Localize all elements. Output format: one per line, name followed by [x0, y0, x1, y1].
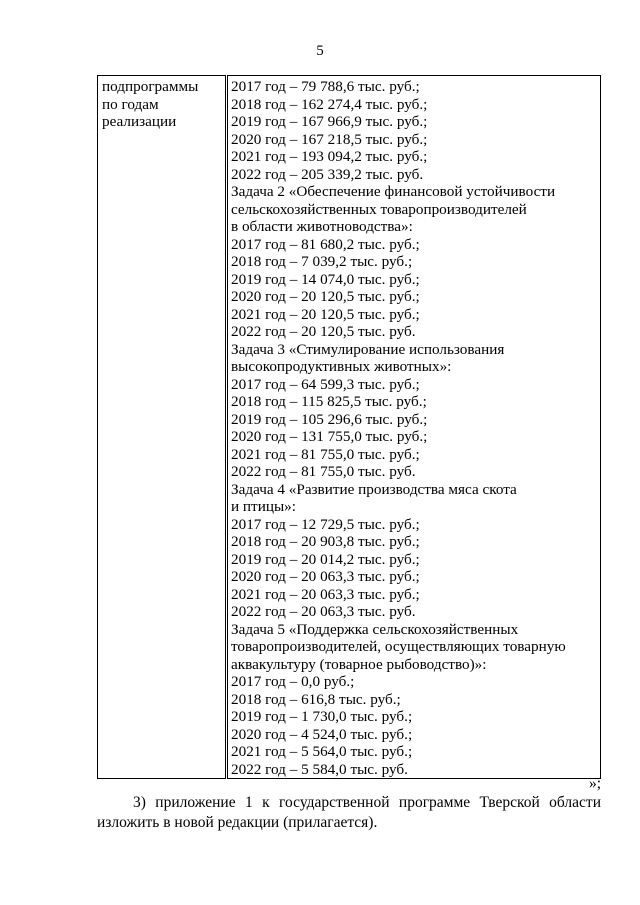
text-line: 2019 год – 105 296,6 тыс. руб.;: [231, 410, 428, 428]
paragraph-3: 3) приложение 1 к государственной программе Тверской области изложить в новой редакции (прилагается).: [97, 794, 601, 831]
closing-quote: »;: [588, 775, 601, 792]
text-line: Задача 5 «Поддержка сельскохозяйственных: [231, 620, 519, 638]
text-line: 2020 год – 167 218,5 тыс. руб.;: [231, 130, 428, 148]
text-line: 2017 год – 12 729,5 тыс. руб.;: [231, 515, 420, 533]
funding-table: [97, 75, 601, 779]
left-cell: [98, 76, 227, 779]
text-line: 2017 год – 0,0 руб.;: [231, 673, 355, 690]
text-line: 2018 год – 616,8 тыс. руб.;: [231, 690, 401, 708]
text-line: 2018 год – 162 274,4 тыс. руб.;: [231, 95, 428, 113]
text-line: сельскохозяйственных товаропроизводителей: [231, 200, 527, 218]
text-line: 2021 год – 193 094,2 тыс. руб.;: [231, 148, 428, 165]
table-row: [98, 76, 601, 779]
text-line: 2020 год – 4 524,0 тыс. руб.;: [231, 725, 413, 743]
text-line: 2022 год – 20 120,5 тыс. руб.: [231, 323, 416, 340]
text-line: Задача 2 «Обеспечение финансовой устойчивости: [231, 183, 556, 200]
text-line: 2020 год – 20 063,3 тыс. руб.;: [231, 568, 420, 585]
text-line: подпрограммы: [102, 78, 199, 95]
text-line: 2022 год – 5 584,0 тыс. руб.: [231, 760, 408, 778]
text-line: 2019 год – 20 014,2 тыс. руб.;: [231, 550, 420, 568]
text-line: и птицы»:: [231, 498, 296, 515]
text-line: 2018 год – 20 903,8 тыс. руб.;: [231, 533, 420, 550]
text-line: по годам: [102, 95, 159, 113]
text-line: 2022 год – 20 063,3 тыс. руб.: [231, 603, 416, 620]
text-line: в области животноводства»:: [231, 218, 413, 235]
text-line: Задача 4 «Развитие производства мяса скота: [231, 480, 517, 498]
text-line: 2019 год – 14 074,0 тыс. руб.;: [231, 270, 420, 288]
text-line: 2022 год – 205 339,2 тыс. руб.: [231, 165, 424, 183]
text-line: 2020 год – 131 755,0 тыс. руб.;: [231, 428, 428, 445]
text-line: 2018 год – 115 825,5 тыс. руб.;: [231, 393, 427, 410]
text-line: высокопродуктивных животных»:: [231, 358, 452, 375]
text-line: Задача 3 «Стимулирование использования: [231, 340, 505, 358]
text-line: 2019 год – 167 966,9 тыс. руб.;: [231, 113, 428, 130]
text-line: 2020 год – 20 120,5 тыс. руб.;: [231, 288, 420, 305]
text-line: реализации: [102, 113, 177, 130]
text-line: 2021 год – 81 755,0 тыс. руб.;: [231, 445, 420, 463]
text-line: 2017 год – 81 680,2 тыс. руб.;: [231, 235, 420, 253]
text-line: 2021 год – 20 120,5 тыс. руб.;: [231, 305, 420, 323]
right-cell: [227, 76, 601, 779]
text-line: 2021 год – 20 063,3 тыс. руб.;: [231, 585, 420, 603]
text-line: 2021 год – 5 564,0 тыс. руб.;: [231, 743, 413, 760]
text-line: аквакультуру (товарное рыбоводство)»:: [231, 655, 487, 673]
text-line: 2019 год – 1 730,0 тыс. руб.;: [231, 708, 413, 725]
text-line: товаропроизводителей, осуществляющих товарную: [231, 638, 566, 655]
text-line: 2022 год – 81 755,0 тыс. руб.: [231, 463, 416, 480]
text-line: 2018 год – 7 039,2 тыс. руб.;: [231, 253, 413, 270]
page-number: 5: [316, 43, 324, 59]
text-line: 2017 год – 79 788,6 тыс. руб.;: [231, 78, 420, 95]
text-line: 2017 год – 64 599,3 тыс. руб.;: [231, 375, 420, 393]
